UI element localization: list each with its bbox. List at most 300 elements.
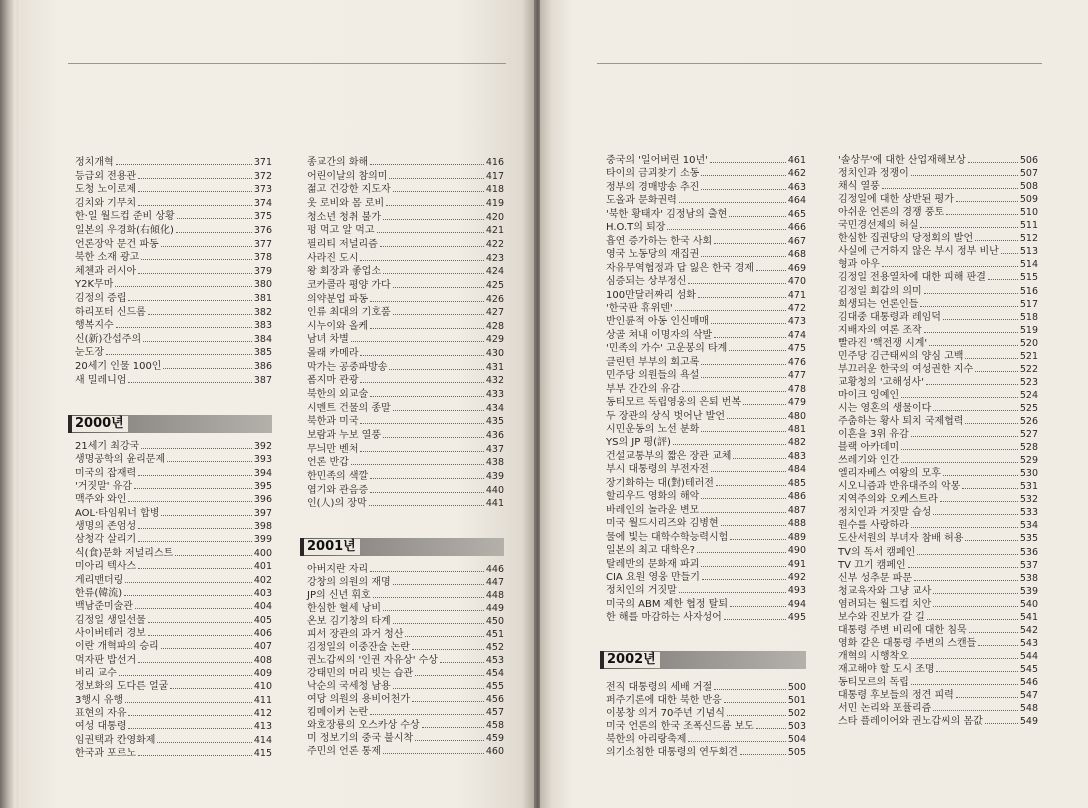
toc-entry	[75, 720, 272, 734]
entry-page-number: 484	[787, 464, 806, 476]
leader-dots	[370, 388, 484, 397]
entry-title: 100만달러짜리 섬화	[606, 289, 696, 301]
leader-dots	[370, 484, 484, 493]
toc-entry	[838, 467, 1038, 481]
toc-entry	[307, 252, 504, 266]
leader-dots	[933, 585, 1018, 594]
toc-entry	[838, 271, 1038, 285]
entry-title: 미 정보기의 중국 불시착	[307, 733, 414, 744]
leader-dots	[386, 197, 484, 206]
leader-dots	[711, 463, 786, 472]
entry-page-number: 536	[1019, 546, 1038, 558]
entry-page-number: 412	[253, 708, 272, 719]
toc-entry	[307, 211, 504, 225]
leader-dots	[161, 507, 251, 516]
toc-entry	[606, 194, 806, 208]
toc-entry	[75, 360, 272, 374]
leader-dots	[141, 251, 252, 260]
toc-entry	[307, 265, 504, 279]
entry-title: 부시 대통령의 부전자전	[606, 464, 709, 476]
entry-page-number: 374	[253, 197, 272, 209]
entry-page-number: 549	[1019, 716, 1038, 728]
entry-title: 여성 대통령	[75, 721, 127, 733]
leader-dots	[128, 493, 251, 502]
toc-entry	[307, 680, 504, 694]
entry-title: 한민족의 색깔	[307, 470, 369, 482]
leader-dots	[148, 306, 252, 315]
entry-page-number: 544	[1019, 650, 1038, 662]
entry-title: AOL·타임워너 합병	[75, 507, 160, 519]
entry-page-number: 371	[253, 157, 272, 168]
toc-entry	[838, 650, 1038, 664]
entry-title: 정보화의 도다른 얼굴	[75, 681, 169, 693]
leader-dots	[125, 694, 252, 703]
leader-dots	[157, 734, 251, 743]
leader-dots	[393, 615, 484, 624]
leader-dots	[138, 560, 252, 569]
toc-entry	[606, 707, 806, 721]
entry-page-number: 482	[787, 437, 806, 449]
entry-page-number: 399	[253, 534, 272, 546]
entry-title: TV 끄기 캠페인	[838, 559, 906, 571]
toc-entry	[75, 734, 272, 748]
header-rule-right	[597, 63, 1042, 64]
toc-entry	[606, 208, 806, 222]
toc-entry	[75, 627, 272, 641]
leader-dots	[975, 363, 1018, 372]
entry-page-number: 450	[485, 616, 504, 627]
toc-entry	[838, 572, 1038, 586]
entry-page-number: 464	[787, 195, 806, 207]
entry-title: 채식 열풍	[838, 181, 880, 193]
toc-entry	[838, 715, 1038, 729]
toc-entry	[838, 702, 1038, 716]
entry-title: 사라진 도시	[307, 252, 359, 264]
entry-title: 염려되는 월드컵 치안	[838, 598, 932, 610]
toc-entry	[838, 519, 1038, 533]
leader-dots	[167, 453, 252, 462]
toc-entry	[606, 504, 806, 518]
entry-title: 이흔을 3위 유감	[838, 429, 909, 441]
entry-title: 대통령 후보들의 정견 피력	[838, 690, 954, 702]
entry-title: 북한의 아리랑축제	[606, 734, 687, 745]
leader-dots	[383, 265, 484, 274]
leader-dots	[965, 415, 1017, 424]
entry-title: 일본의 최고 대학은?	[606, 545, 695, 557]
leader-dots	[161, 640, 252, 649]
entry-page-number: 489	[787, 531, 806, 543]
leader-dots	[924, 285, 1018, 294]
entry-title: 김정일의 이중잔술 논란	[307, 642, 410, 653]
toc-entry	[838, 402, 1038, 416]
entry-page-number: 447	[485, 577, 504, 588]
toc-entry	[838, 493, 1038, 507]
entry-page-number: 460	[485, 746, 504, 757]
entry-page-number: 465	[787, 208, 806, 220]
entry-title: 퍼주기론에 대한 북한 반응	[606, 695, 722, 706]
leader-dots	[138, 747, 252, 756]
entry-page-number: 446	[485, 564, 504, 575]
leader-dots	[688, 733, 785, 742]
toc-entry	[838, 585, 1038, 599]
leader-dots	[901, 389, 1018, 398]
entry-page-number: 373	[253, 184, 272, 196]
toc-entry	[307, 745, 504, 759]
leader-dots	[116, 156, 252, 165]
entry-title: JP의 신년 휘호	[307, 590, 371, 601]
entry-page-number: 429	[485, 334, 504, 346]
toc-entry	[606, 746, 806, 760]
entry-page-number: 380	[253, 279, 272, 291]
entry-title: 펑 먹고 알 먹고	[307, 225, 375, 237]
entry-title: 백남준미술관	[75, 601, 133, 613]
entry-page-number: 523	[1019, 376, 1038, 388]
entry-title: 쓰레기와 인간	[838, 455, 900, 467]
leader-dots	[962, 480, 1018, 489]
entry-title: 킴메이커 논란	[307, 707, 369, 718]
entry-title: 원수를 사랑하라	[838, 520, 909, 532]
leader-dots	[673, 436, 786, 445]
leader-dots	[985, 715, 1018, 724]
entry-page-number: 543	[1019, 637, 1038, 649]
entry-page-number: 424	[485, 266, 504, 278]
leader-dots	[148, 614, 252, 623]
year-heading-2002	[600, 651, 806, 669]
entry-page-number: 398	[253, 521, 272, 533]
entry-title: 시오니즘과 반유대주의 악몽	[838, 481, 961, 493]
entry-page-number: 505	[787, 747, 806, 758]
entry-page-number: 540	[1019, 598, 1038, 610]
entry-title: 인(人)의 장막	[307, 498, 367, 510]
leader-dots	[882, 258, 1018, 267]
leader-dots	[393, 183, 484, 192]
entry-page-number: 486	[787, 491, 806, 503]
entry-page-number: 528	[1019, 442, 1038, 454]
entry-title: 희생되는 언론인들	[838, 298, 919, 310]
toc-entry	[606, 235, 806, 249]
entry-page-number: 479	[787, 397, 806, 409]
entry-title: 필리티 저널리즘	[307, 238, 378, 250]
entry-page-number: 430	[485, 348, 504, 360]
toc-entry	[307, 429, 504, 443]
toc-entry	[838, 324, 1038, 338]
entry-title: 블랙 아카데미	[838, 442, 900, 454]
toc-entry	[75, 197, 272, 211]
toc-entry	[307, 415, 504, 429]
entry-title: 북한과 미국	[307, 416, 359, 428]
entry-page-number: 461	[787, 155, 806, 166]
toc-entry	[307, 470, 504, 484]
toc-entry	[838, 285, 1038, 299]
entry-title: 미국의 잡재력	[75, 467, 137, 479]
entry-page-number: 478	[787, 383, 806, 395]
entry-title: 정치개혁	[75, 157, 114, 168]
entry-page-number: 458	[485, 720, 504, 731]
entry-page-number: 531	[1019, 481, 1038, 493]
toc-entry	[75, 600, 272, 614]
year-heading-2000	[68, 415, 272, 433]
leader-dots	[727, 707, 786, 716]
leader-dots	[383, 211, 484, 220]
leader-dots	[405, 628, 483, 637]
toc-entry	[75, 560, 272, 574]
entry-page-number: 474	[787, 329, 806, 341]
leader-dots	[908, 559, 1018, 568]
entry-page-number: 500	[787, 682, 806, 693]
entry-title: YS의 JP 평(評)	[606, 437, 671, 449]
toc-entry	[75, 440, 272, 454]
entry-page-number: 387	[253, 374, 272, 386]
leader-dots	[917, 546, 1018, 555]
entry-page-number: 545	[1019, 663, 1038, 675]
leader-dots	[688, 275, 785, 284]
entry-page-number: 453	[485, 655, 504, 666]
entry-page-number: 517	[1019, 298, 1038, 310]
leader-dots	[988, 271, 1018, 280]
entry-page-number: 402	[253, 574, 272, 586]
toc-entry	[838, 689, 1038, 703]
entry-title: 할리우드 영화의 해악	[606, 491, 700, 503]
entry-page-number: 530	[1019, 468, 1038, 480]
toc-entry	[75, 547, 272, 561]
leader-dots	[125, 574, 252, 583]
leader-dots	[360, 252, 483, 261]
leader-dots	[756, 262, 786, 271]
entry-title: 막가는 공중파방송	[307, 361, 388, 373]
entry-page-number: 487	[787, 504, 806, 516]
entry-page-number: 462	[787, 168, 806, 180]
entry-title: 김정의 증립	[75, 293, 127, 304]
leader-dots	[141, 440, 252, 449]
entry-title: 청교육자와 그냥 교사	[838, 585, 932, 597]
toc-entry	[606, 558, 806, 572]
entry-page-number: 375	[253, 211, 272, 223]
entry-title: 여당 의원의 용비어천가	[307, 694, 410, 705]
entry-title: 온보 김기창의 타계	[307, 616, 391, 627]
entry-title: 보수와 진보가 갈 길	[838, 611, 925, 623]
entry-title: 중국의 '일어버린 10년'	[606, 155, 708, 166]
toc-entry	[606, 167, 806, 181]
toc-entry	[838, 350, 1038, 364]
entry-title: 민주당 김근태씨의 양심 고백	[838, 350, 964, 362]
leader-dots	[370, 470, 484, 479]
leader-dots	[701, 248, 786, 257]
toc-entry	[838, 193, 1038, 207]
leader-dots	[383, 745, 484, 754]
entry-title: 지배자의 여론 조작	[838, 324, 922, 336]
toc-entry	[606, 733, 806, 747]
toc-entry	[75, 453, 272, 467]
leader-dots	[415, 732, 484, 741]
leader-dots	[393, 680, 484, 689]
entry-title: 삼청각 살리기	[75, 534, 137, 546]
toc-entry	[75, 156, 272, 170]
toc-entry	[75, 292, 272, 306]
entry-page-number: 459	[485, 733, 504, 744]
entry-page-number: 420	[485, 211, 504, 223]
entry-title: 의기소침한 대통령의 연두회견	[606, 747, 738, 758]
leader-dots	[148, 627, 252, 636]
entry-title: 3행시 유행	[75, 694, 124, 706]
leader-dots	[667, 221, 785, 230]
leader-dots	[933, 702, 1018, 711]
entry-title: 김정일 생일선물	[75, 614, 146, 626]
entry-title: 권노갑씨의 '인권 자유상' 수상	[307, 655, 438, 666]
entry-title: 보람과 누보 열풍	[307, 430, 381, 441]
toc-entry	[606, 154, 806, 168]
entry-title: 바레인의 놀라운 변모	[606, 504, 700, 516]
entry-title: 남녀 차별	[307, 334, 349, 346]
leader-dots	[914, 572, 1018, 581]
entry-page-number: 395	[253, 481, 272, 493]
toc-entry	[307, 719, 504, 733]
entry-page-number: 427	[485, 307, 504, 319]
entry-page-number: 441	[485, 498, 504, 510]
leader-dots	[911, 167, 1018, 176]
year-label: 2000년	[72, 416, 128, 432]
entry-title: 신부 성추문 파문	[838, 572, 912, 584]
entry-page-number: 542	[1019, 624, 1038, 636]
toc-entry	[307, 706, 504, 720]
toc-entry	[75, 707, 272, 721]
toc-entry	[606, 356, 806, 370]
year-label: 2001년	[304, 539, 360, 555]
toc-entry	[307, 361, 504, 375]
entry-page-number: 409	[253, 667, 272, 679]
entry-title: 미국 월드시리즈와 김병현	[606, 518, 719, 530]
toc-entry	[75, 747, 272, 761]
entry-title: 강태민의 머리 빗는 습관	[307, 668, 414, 679]
entry-page-number: 534	[1019, 520, 1038, 532]
entry-page-number: 403	[253, 587, 272, 599]
leader-dots	[679, 194, 786, 203]
leader-dots	[138, 654, 252, 663]
entry-page-number: 431	[485, 361, 504, 373]
entry-title: 하리포터 신드롬	[75, 306, 146, 318]
leader-dots	[701, 369, 786, 378]
leader-dots	[373, 589, 484, 598]
entry-title: 도산서원의 부녀자 참배 허용	[838, 533, 964, 545]
toc-entry	[307, 641, 504, 655]
leader-dots	[943, 311, 1018, 320]
entry-page-number: 466	[787, 222, 806, 234]
entry-page-number: 394	[253, 467, 272, 479]
entry-page-number: 509	[1019, 194, 1038, 206]
entry-title: 무늬만 벤처	[307, 443, 359, 455]
leader-dots	[701, 504, 786, 513]
toc-entry	[75, 533, 272, 547]
entry-title: 반인륜적 아동 인신매매	[606, 316, 709, 328]
entry-page-number: 404	[253, 601, 272, 613]
leader-dots	[383, 602, 484, 611]
leader-dots	[756, 720, 786, 729]
entry-title: 탈레반의 문화재 파괴	[606, 558, 700, 570]
toc-entry	[606, 248, 806, 262]
toc-entry	[838, 376, 1038, 390]
leader-dots	[729, 342, 786, 351]
toc-entry	[307, 183, 504, 197]
entry-page-number: 470	[787, 276, 806, 288]
leader-dots	[138, 467, 252, 476]
toc-entry	[307, 667, 504, 681]
toc-entry	[307, 402, 504, 416]
entry-title: 엘리자베스 여왕의 모후	[838, 468, 941, 480]
toc-entry	[606, 369, 806, 383]
leader-dots	[901, 454, 1018, 463]
toc-entry	[75, 183, 272, 197]
leader-dots	[422, 719, 484, 728]
entry-page-number: 524	[1019, 389, 1038, 401]
toc-entry	[606, 302, 806, 316]
entry-page-number: 520	[1019, 337, 1038, 349]
toc-entry	[606, 598, 806, 612]
entry-page-number: 514	[1019, 259, 1038, 271]
entry-page-number: 548	[1019, 703, 1038, 715]
entry-title: 김정일에 대한 상반된 평가	[838, 194, 954, 206]
toc-entry	[307, 456, 504, 470]
leader-dots	[682, 383, 786, 392]
entry-page-number: 408	[253, 654, 272, 666]
entry-page-number: 480	[787, 410, 806, 422]
year-label: 2002년	[604, 652, 660, 668]
toc-entry	[606, 517, 806, 531]
entry-page-number: 419	[485, 197, 504, 209]
toc-entry	[75, 333, 272, 347]
entry-title: 도올과 문화권력	[606, 195, 677, 207]
toc-entry	[75, 520, 272, 534]
entry-title: 한국과 포르노	[75, 748, 137, 760]
entry-title: 생명의 존엄성	[75, 521, 137, 533]
leader-dots	[135, 600, 252, 609]
leader-dots	[733, 450, 785, 459]
entry-page-number: 511	[1019, 220, 1038, 232]
entry-title: 형과 아우	[838, 259, 880, 271]
entry-page-number: 379	[253, 265, 272, 277]
leader-dots	[128, 720, 251, 729]
entry-page-number: 508	[1019, 181, 1038, 193]
toc-entry	[75, 306, 272, 320]
leader-dots	[701, 181, 786, 190]
entry-page-number: 518	[1019, 311, 1038, 323]
entry-page-number: 423	[485, 252, 504, 264]
entry-title: 한심한 혈세 낭비	[307, 603, 381, 614]
entry-title: 시는 영혼의 생물이다	[838, 402, 932, 414]
entry-page-number: 490	[787, 545, 806, 557]
entry-title: 엽기와 관음증	[307, 484, 369, 496]
entry-title: 한류(韓流)	[75, 587, 123, 599]
toc-entry	[606, 584, 806, 598]
leader-dots	[389, 361, 483, 370]
toc-entry	[307, 388, 504, 402]
entry-page-number: 546	[1019, 677, 1038, 688]
leader-dots	[956, 193, 1018, 202]
entry-page-number: 413	[253, 721, 272, 733]
entry-title: 동티모르의 독립	[838, 677, 909, 688]
leader-dots	[161, 238, 252, 247]
toc-entry	[838, 532, 1038, 546]
entry-page-number: 397	[253, 507, 272, 519]
leader-dots	[724, 694, 786, 703]
entry-title: 심증되는 상부정신	[606, 276, 687, 288]
leader-dots	[377, 224, 484, 233]
toc-entry	[307, 732, 504, 746]
entry-title: H.O.T의 퇴장	[606, 222, 666, 234]
entry-title: 신(新)간섭주의	[75, 333, 142, 345]
entry-title: 시멘트 건물의 종말	[307, 402, 391, 414]
entry-page-number: 485	[787, 477, 806, 489]
entry-title: 피서 장관의 과거 청산	[307, 629, 404, 640]
leader-dots	[721, 517, 786, 526]
